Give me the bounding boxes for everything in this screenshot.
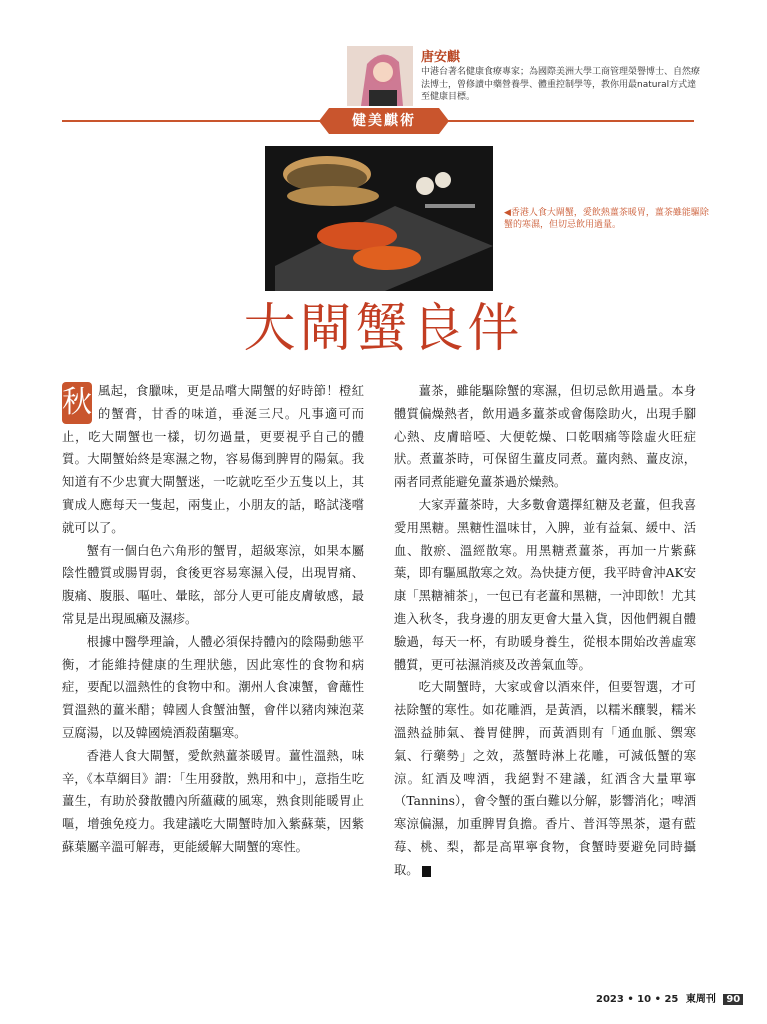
article-paragraph [394,676,696,881]
author-photo [347,46,413,106]
author-name: 唐安麒 [421,50,461,65]
author-bio: 中港台著名健康食療專家；為國際美洲大學工商管理榮譽博士、自然療法博士，曾修讀中藥營養學、體重控制學等，教你用最natural方式達至健康目標。 [421,67,701,102]
article-column-left [62,380,364,859]
article-title: 大閘蟹良伴 [243,299,524,359]
page-number: 90 [723,994,743,1005]
article-paragraph: 大家弄薑茶時，大多數會選擇紅糖及老薑，但我喜愛用黑糖。黑糖性溫味甘，入脾，並有益氣、緩中、活血、散瘀、溫經散寒。用黑糖煮薑茶，再加一片紫蘇葉，即有驅風散寒之效。為快捷方便，我平時會沖AK安康「黑糖補茶」，一包已有老薑和黑糖，一沖即飲！尤其進入秋冬，我身邊的朋友更會大量入貨，因他們親自體驗過，每天一杯，有助暖身養生，從根本開始改善虛寒體質，更可祛濕消痰及改善氣血等。 [394,497,696,672]
photo-caption: ◀香港人食大閘蟹，愛飲熱薑茶暖胃，薑茶雖能驅除蟹的寒濕，但切忌飲用過量。 [504,208,709,230]
page-footer [596,990,743,1005]
magazine-logo: 東周刊 [685,994,716,1005]
drop-cap: 秋 [62,382,92,424]
hero-photo [265,146,493,291]
end-mark: E [422,866,431,877]
issue-date: 2023 • 10 • 25 [596,994,679,1005]
article-paragraph: 薑茶，雖能驅除蟹的寒濕，但切忌飲用過量。本身體質偏燥熱者，飲用過多薑茶或會傷陰助火，出現手腳心熱、皮膚暗啞、大便乾燥、口乾咽痛等陰虛火旺症狀。煮薑茶時，可保留生薑皮同煮。薑肉熱、薑皮涼，兩者同煮能避免薑茶過於燥熱。 [394,384,696,490]
article-paragraph: 香港人食大閘蟹，愛飲熱薑茶暖胃。薑性溫熱，味辛，《本草綱目》謂：「生用發散，熟用和中」，意指生吃薑生，有助於發散體內所蘊藏的風寒，熟食則能暖胃止嘔，增強免疫力。我建議吃大閘蟹時加入紫蘇葉，因紫蘇葉屬辛溫可解毒，更能緩解大閘蟹的寒性。 [62,748,364,854]
article-paragraph: 根據中醫學理論，人體必須保持體內的陰陽動態平衡，才能維持健康的生理狀態，因此寒性的食物和病症，要配以溫熱性的食物中和。潮州人食凍蟹，會蘸性質溫熱的薑米醋；韓國人食蟹油蟹，會伴以豬肉辣泡菜豆腐湯，以及韓國燒酒殺菌驅寒。 [62,634,364,740]
article-column-right [394,380,696,882]
first-paragraph-text: 風起，食臘味，更是品嚐大閘蟹的好時節！橙紅的蟹膏，甘香的味道，垂涎三尺。凡事適可而止，吃大閘蟹也一樣，切勿過量，更要視乎自己的體質。大閘蟹始終是寒濕之物，容易傷到脾胃的陽氣。我知道有不少忠實大閘蟹迷，一吃就吃至少五隻以上，其實成人應每天一隻起，兩隻止，小朋友的話，略試淺嚐就可以了。 [62,384,364,535]
article-paragraph [62,380,364,540]
section-tag: 健美麒術 [329,108,439,134]
last-paragraph-text: 吃大閘蟹時，大家或會以酒來伴，但要智選，才可祛除蟹的寒性。如花雕酒，是黃酒，以糯米釀製，糯米溫熱益肺氣、養胃健脾，而黃酒則有「通血脈、禦寒氣、行藥勢」之效，蒸蟹時淋上花雕，可減低蟹的寒涼。紅酒及啤酒，我絕對不建議，紅酒含大量單寧（Tannins），會令蟹的蛋白難以分解，影響消化；啤酒寒涼偏濕，加重脾胃負擔。香片、普洱等黑茶，還有藍莓、桃、梨，都是高單寧食物，食蟹時要避免同時攝取。 [394,680,696,877]
article-paragraph: 蟹有一個白色六角形的蟹胃，超級寒涼，如果本屬陰性體質或腸胃弱，食後更容易寒濕入侵，出現胃痛、腹痛、腹脹、嘔吐、暈眩，部分人更可能皮膚敏感，最常見是出現風癩及濕疹。 [62,543,364,626]
